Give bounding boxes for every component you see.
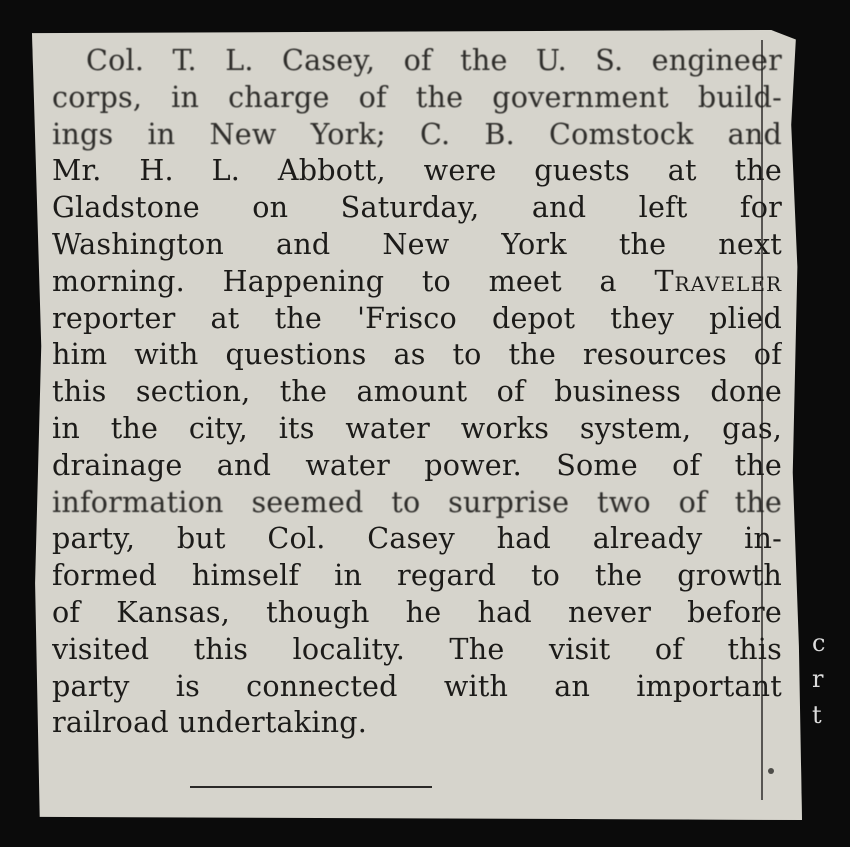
article-line: Gladstone on Saturday, and left for <box>52 190 782 225</box>
adjacent-column-fragment <box>809 625 850 729</box>
publication-name: Traveler <box>654 263 782 298</box>
article-line: formed himself in regard to the growth <box>52 558 782 593</box>
article-line: corps, in charge of the government build- <box>52 79 782 114</box>
article-line: of Kansas, though he had never before <box>52 594 782 629</box>
article-end-rule <box>190 786 432 788</box>
article-line: visited this locality. The visit of this <box>52 631 782 666</box>
article-line: him with questions as to the resources of <box>52 337 782 372</box>
article-line: Mr. H. L. Abbott, were guests at the <box>52 153 782 188</box>
article-line: information seemed to surprise two of the <box>52 484 782 519</box>
adjacent-column-letter: t <box>812 701 822 729</box>
article-line: ings in New York; C. B. Comstock and <box>52 116 782 151</box>
article-line: railroad undertaking. <box>52 705 368 740</box>
article-line: party is connected with an important <box>52 668 782 703</box>
ink-spot <box>768 768 774 774</box>
article-line: Col. T. L. Casey, of the U. S. engineer <box>86 43 782 77</box>
adjacent-column-letter: r <box>812 665 824 693</box>
article-text <box>52 42 782 741</box>
article-line-part: morning. Happening to meet a <box>52 263 617 298</box>
article-line: Washington and New York the next <box>52 226 782 261</box>
article-line: party, but Col. Casey had already in- <box>52 521 782 556</box>
article-line: drainage and water power. Some of the <box>52 447 782 482</box>
article-line: reporter at the 'Frisco depot they plied <box>52 300 782 335</box>
article-line-with-publication <box>52 263 782 300</box>
adjacent-column-letter: c <box>812 629 826 657</box>
article-line: in the city, its water works system, gas, <box>52 410 782 445</box>
article-line: this section, the amount of business done <box>52 374 782 409</box>
